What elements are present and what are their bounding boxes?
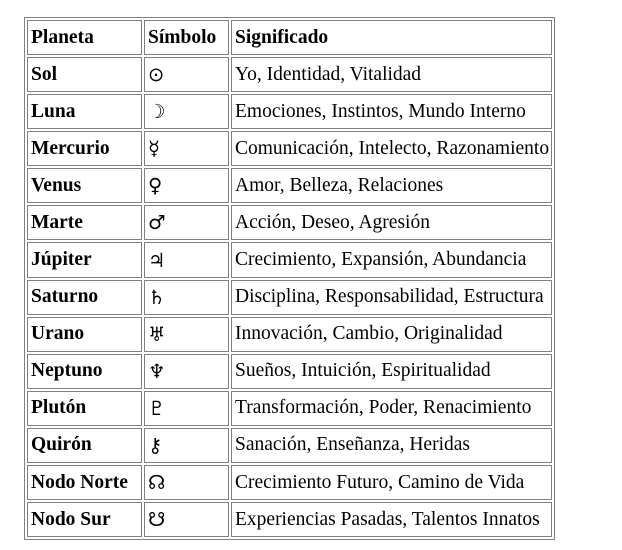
planet-name-cell: Júpiter bbox=[27, 242, 142, 277]
planet-meaning-cell: Sanación, Enseñanza, Heridas bbox=[231, 428, 552, 463]
planet-symbol-icon: ♇ bbox=[144, 391, 229, 426]
planet-name-cell: Quirón bbox=[27, 428, 142, 463]
table-body bbox=[27, 57, 552, 537]
header-symbol: Símbolo bbox=[144, 20, 229, 55]
planet-symbol-icon: ♂ bbox=[144, 205, 229, 240]
planet-name-cell: Nodo Norte bbox=[27, 465, 142, 500]
planet-name-cell: Venus bbox=[27, 168, 142, 203]
planets-table bbox=[24, 17, 555, 540]
planet-meaning-cell: Crecimiento Futuro, Camino de Vida bbox=[231, 465, 552, 500]
planet-symbol-icon: ♀ bbox=[144, 168, 229, 203]
table-row bbox=[27, 502, 552, 537]
planet-symbol-icon: ☿ bbox=[144, 131, 229, 166]
planet-name-cell: Sol bbox=[27, 57, 142, 92]
planet-symbol-icon: ⊙ bbox=[144, 57, 229, 92]
table-row bbox=[27, 428, 552, 463]
table-row bbox=[27, 391, 552, 426]
planet-symbol-icon: ♄ bbox=[144, 280, 229, 315]
planet-meaning-cell: Experiencias Pasadas, Talentos Innatos bbox=[231, 502, 552, 537]
planet-symbol-icon: ☋ bbox=[144, 502, 229, 537]
planet-meaning-cell: Crecimiento, Expansión, Abundancia bbox=[231, 242, 552, 277]
planet-name-cell: Nodo Sur bbox=[27, 502, 142, 537]
planet-symbol-icon: ☽ bbox=[144, 94, 229, 129]
table-row bbox=[27, 280, 552, 315]
table-row bbox=[27, 354, 552, 389]
table-row bbox=[27, 242, 552, 277]
planet-meaning-cell: Sueños, Intuición, Espiritualidad bbox=[231, 354, 552, 389]
planet-meaning-cell: Amor, Belleza, Relaciones bbox=[231, 168, 552, 203]
planet-meaning-cell: Transformación, Poder, Renacimiento bbox=[231, 391, 552, 426]
table-row bbox=[27, 94, 552, 129]
header-planet: Planeta bbox=[27, 20, 142, 55]
header-row bbox=[27, 20, 552, 55]
planet-meaning-cell: Comunicación, Intelecto, Razonamiento bbox=[231, 131, 552, 166]
table-row bbox=[27, 205, 552, 240]
table-header bbox=[27, 20, 552, 55]
planet-meaning-cell: Emociones, Instintos, Mundo Interno bbox=[231, 94, 552, 129]
planet-symbol-icon: ♆ bbox=[144, 354, 229, 389]
planet-name-cell: Neptuno bbox=[27, 354, 142, 389]
planet-symbol-icon: ♅ bbox=[144, 317, 229, 352]
planet-name-cell: Urano bbox=[27, 317, 142, 352]
table-row bbox=[27, 168, 552, 203]
planet-name-cell: Luna bbox=[27, 94, 142, 129]
planet-meaning-cell: Disciplina, Responsabilidad, Estructura bbox=[231, 280, 552, 315]
planet-meaning-cell: Innovación, Cambio, Originalidad bbox=[231, 317, 552, 352]
planet-meaning-cell: Yo, Identidad, Vitalidad bbox=[231, 57, 552, 92]
planet-symbol-icon: ⚷ bbox=[144, 428, 229, 463]
planet-meaning-cell: Acción, Deseo, Agresión bbox=[231, 205, 552, 240]
planet-name-cell: Mercurio bbox=[27, 131, 142, 166]
header-meaning: Significado bbox=[231, 20, 552, 55]
table-row bbox=[27, 317, 552, 352]
planet-name-cell: Saturno bbox=[27, 280, 142, 315]
planet-symbol-icon: ☊ bbox=[144, 465, 229, 500]
table-row bbox=[27, 131, 552, 166]
table-row bbox=[27, 57, 552, 92]
planets-table-container bbox=[24, 17, 555, 540]
planet-name-cell: Plutón bbox=[27, 391, 142, 426]
planet-symbol-icon: ♃ bbox=[144, 242, 229, 277]
table-row bbox=[27, 465, 552, 500]
planet-name-cell: Marte bbox=[27, 205, 142, 240]
